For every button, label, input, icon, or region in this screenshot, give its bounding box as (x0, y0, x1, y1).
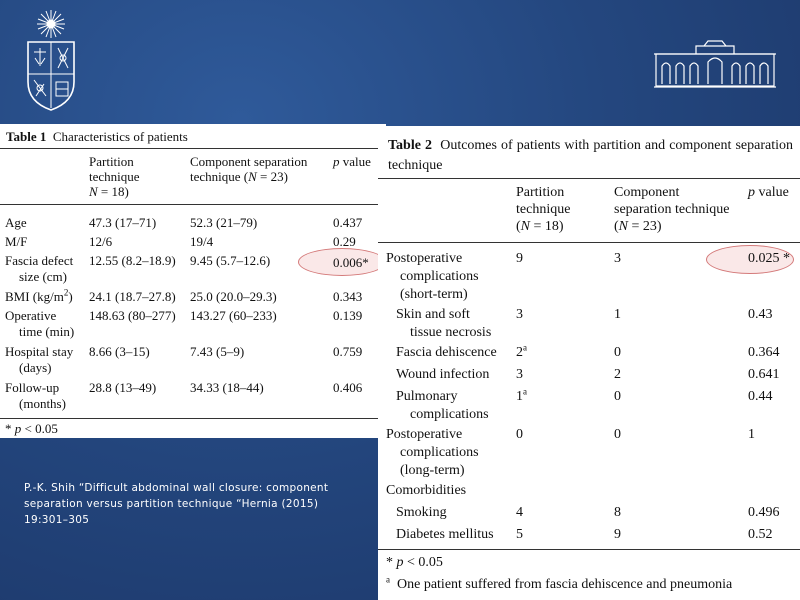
table1-row-label: Fascia defect size (cm) (5, 253, 74, 284)
table2-row-label: Postoperative complications (long-term) (386, 427, 479, 478)
table2-row-label: Pulmonary complications (396, 389, 489, 422)
table2-row-label: Comorbidities (386, 483, 467, 498)
table2-row-label: Postoperative complications (short-term) (386, 251, 479, 302)
table2-header-partition: Partition technique (N = 18) (516, 185, 571, 234)
table1-header-pvalue: p value (333, 154, 371, 169)
table2-header-component: Component separation technique (N = 23) (614, 185, 730, 234)
table1-row-label: M/F (5, 234, 28, 249)
table2-row-label: Fascia dehiscence (396, 345, 497, 360)
table2-header-pvalue: p value (748, 185, 789, 200)
table1-row-label: Age (5, 215, 27, 230)
table1-row-label: Operative time (min) (5, 308, 75, 339)
table1-header-component: Component separation technique (N = 23) (190, 154, 308, 184)
university-crest-icon (22, 8, 80, 112)
table1-caption: Table 1 Characteristics of patients (6, 129, 188, 144)
citation-text: P.-K. Shih “Difficult abdominal wall closure: component separation versus partition technique “Hernia (2015) 19:301–305 (24, 482, 329, 526)
table2-row-label: Diabetes mellitus (396, 527, 494, 542)
table1-footnote: * p < 0.05 (5, 421, 58, 436)
table1-row-label: BMI $(kg/m^2)$ (5, 287, 73, 304)
table2-panel: Table 2 Outcomes of patients with partition and component separation technique Partition technique (N = 18) Component separation technique (N = 23) p value Postoperative complications (short-term) 9 3 0.025 * Skin and soft tissue necrosis 3 1 0.43 Fascia dehiscence 2$^a$ 0 0.364 Wound infection 3 2 0.641 Pulmonary complications 1$^a$ 0 0.44 Postoperative complications (long-term) 0 0 1 Comorbidities Smoking 4 8 0.496 Diabetes mellitus 5 9 0.52 * p < 0.05 $^a$ One patient suffered from fascia dehiscence and pneumonia (378, 126, 800, 600)
table1-row-label: Follow-up (months) (5, 380, 66, 411)
table2-row-label: Smoking (396, 505, 447, 520)
table2-footnote-2: $^a$ One patient suffered from fascia dehiscence and pneumonia (386, 574, 733, 592)
table1-row-label: Hospital stay (days) (5, 344, 74, 375)
table2-caption: Table 2 Outcomes of patients with partition and component separation technique (388, 138, 794, 173)
table2-row-label: Skin and soft tissue necrosis (396, 307, 492, 340)
table2-row-label: Wound infection (396, 367, 490, 382)
table1-panel: Table 1 Characteristics of patients Partition technique N = 18) Component separation technique (N = 23) p value Age 47.3 (17–71) 52.3 (21–79) 0.437 M/F 12/6 19/4 0.29 Fascia defect size (cm) 12.55 (8.2–18.9) 9.45 (5.7–12.6) 0.006* BMI $(kg/m^2)$ 24.1 (18.7–27.8) 25.0 (20.0–29.3) 0.343 Operative time (min) 148.63 (80–277) 143.27 (60–233) 0.139 Hospital stay (days) 8.66 (3–15) 7.43 (5–9) 0.759 Follow-up (months) 28.8 (13–49) 34.33 (18–44) 0.406 * p < 0.05 (0, 124, 386, 438)
table1-header-partition: Partition technique N = 18) (89, 154, 140, 199)
table2-footnote-1: * p < 0.05 (386, 555, 443, 570)
building-facade-icon (652, 40, 778, 90)
